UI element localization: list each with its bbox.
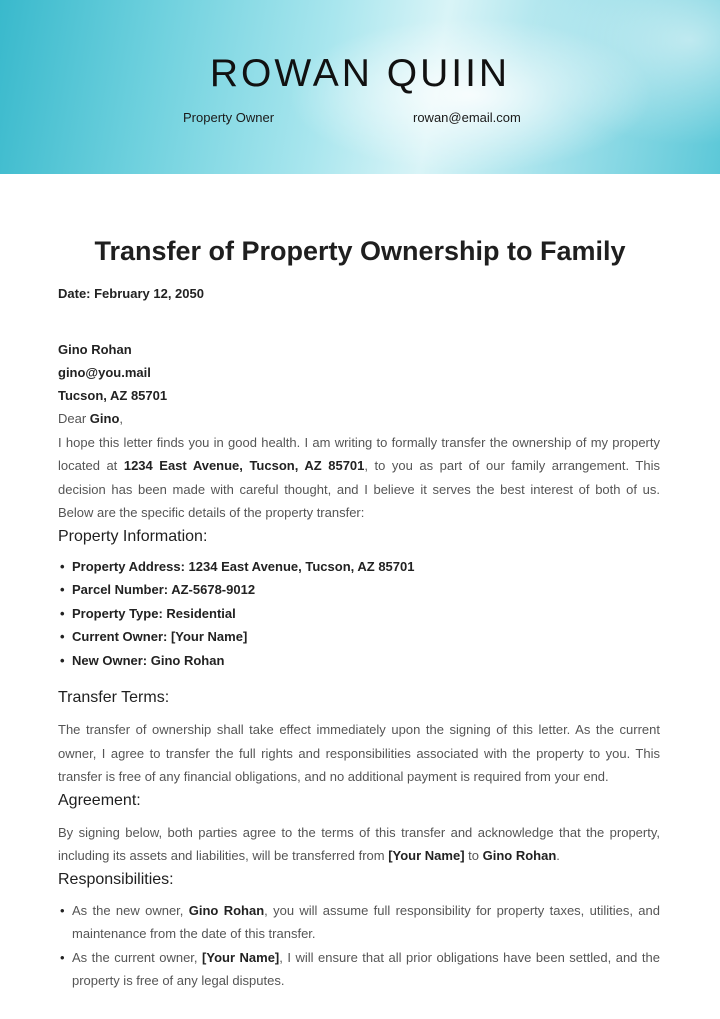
intro-paragraph: I hope this letter finds you in good health. I am writing to formally transfer the ownership of my property located at 1234 East Avenue, Tucson, AZ 85701, to you as part of our family arrangement. This decision has been made with careful thought, and I believe it serves the best interest of both of us. Below are the specific details of the property transfer: (58, 434, 660, 520)
document-title: Transfer of Property Ownership to Family (94, 236, 626, 266)
agreement-from: [Your Name] (388, 848, 465, 863)
agreement-to: Gino Rohan (482, 848, 557, 863)
recipient-name: Gino Rohan (58, 342, 132, 357)
sender-email: rowan@email.com (413, 110, 521, 125)
sender-name: ROWAN QUIIN (209, 52, 511, 95)
intro-address: 1234 East Avenue, Tucson, AZ 85701 (123, 458, 365, 473)
list-item: • Current Owner: [Your Name] (58, 625, 660, 649)
agreement-paragraph: By signing below, both parties agree to the terms of this transfer and acknowledge that the property, including its assets and liabilities, will be transferred from [Your Name] to Gino Rohan. (58, 824, 660, 863)
property-info-list (58, 555, 660, 673)
list-item: • As the current owner, [Your Name], I will ensure that all prior obligations have been settled, and the property is free of any legal disputes. (58, 946, 660, 993)
greeting-name: Gino (89, 411, 120, 426)
list-item: • Property Type: Residential (58, 602, 660, 626)
list-item: • Property Address: 1234 East Avenue, Tucson, AZ 85701 (58, 555, 660, 579)
letter-date: Date: February 12, 2050 (58, 286, 204, 301)
recipient-email: gino@you.mail (58, 365, 151, 380)
property-info-heading: Property Information: (58, 527, 208, 545)
list-item: • Parcel Number: AZ-5678-9012 (58, 578, 660, 602)
letter-body (58, 338, 660, 993)
transfer-terms-paragraph: The transfer of ownership shall take effect immediately upon the signing of this letter. As the current owner, I agree to transfer the full rights and responsibilities associated with the property to you. This transfer is free of any financial obligations, and no additional payment is required from your end. (58, 722, 660, 784)
recipient-city: Tucson, AZ 85701 (58, 388, 168, 403)
greeting: Dear Gino, (58, 411, 124, 426)
list-item: • New Owner: Gino Rohan (58, 649, 660, 673)
agreement-heading: Agreement: (58, 791, 141, 809)
list-item: • As the new owner, Gino Rohan, you will assume full responsibility for property taxes, utilities, and maintenance from the date of this transfer. (58, 899, 660, 946)
transfer-terms-heading: Transfer Terms: (58, 689, 170, 706)
responsibilities-list (58, 899, 660, 993)
letterhead-banner (0, 0, 720, 174)
responsibilities-heading: Responsibilities: (58, 870, 174, 888)
sender-role: Property Owner (183, 110, 275, 125)
